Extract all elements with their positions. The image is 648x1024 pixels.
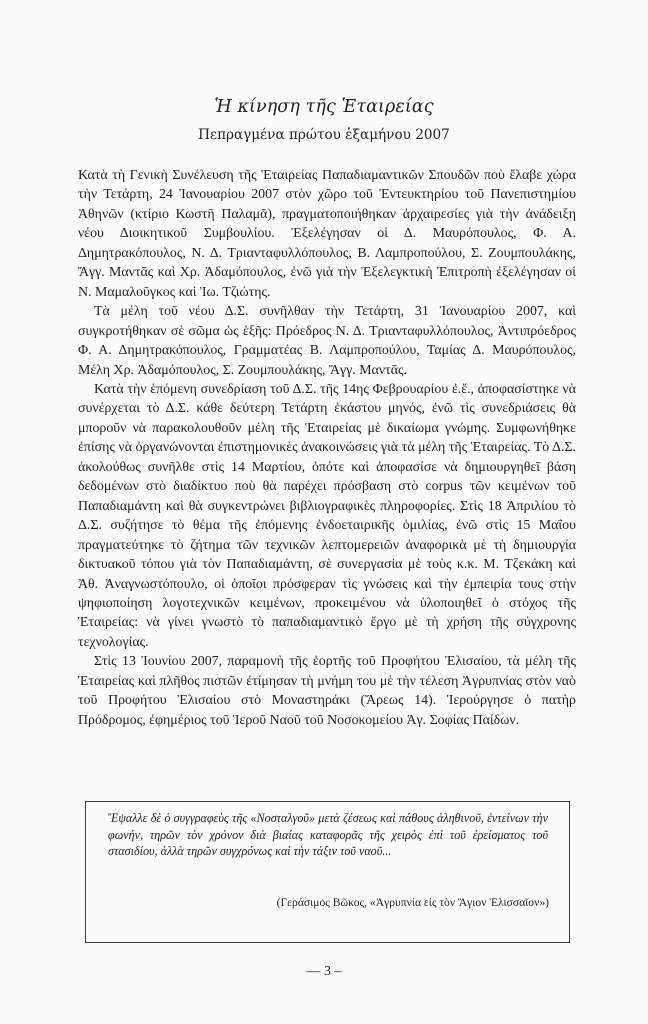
quote-source: (Γεράσιμος Βῶκος, «Ἀγρυπνία εἰς τὸν Ἅγιον Ἐλισσαῖον»): [276, 896, 549, 909]
page-subtitle: Πεπραγμένα πρώτου ἑξαμήνου 2007: [198, 127, 450, 143]
page-title: Ἡ κίνηση τῆς Ἑταιρείας: [214, 97, 434, 117]
article-body: [78, 166, 576, 730]
paragraph-2: Τὰ μέλη τοῦ νέου Δ.Σ. συνῆλθαν τὴν Τετάρτη, 31 Ἰανουαρίου 2007, καὶ συγκροτήθηκαν σὲ σῶμα ὡς ἑξῆς: Πρόεδρος Ν. Δ. Τριανταφυλλόπουλος, Ἀντιπρόεδρος Φ. Α. Δημητρακόπουλος, Γραμματέας Β. Λαμπροπούλου, Ταμίας Δ. Μαυρόπουλος, Μέλη Χρ. Ἀδαμόπουλος, Σ. Ζουμπουλάκης, Ἄγγ. Μαντᾶς.: [78, 304, 576, 378]
paragraph-3: Κατὰ τὴν ἑπόμενη συνεδρίαση τοῦ Δ.Σ. τῆς 14ης Φεβρουαρίου ἐ.ἔ., ἀποφασίστηκε νὰ συνέρχεται τὸ Δ.Σ. κάθε δεύτερη Τετάρτη ἑκάστου μηνός, ἐνῶ τὶς συνεδριάσεις θὰ μποροῦν νὰ παρακολουθοῦν μέλη τῆς Ἑταιρείας μὲ δικαίωμα γνώμης. Συμφωνήθηκε ἐπίσης νὰ ὀργανώνονται ἐπιστημονικὲς ἀνακοινώσεις γιὰ τὰ μέλη τῆς Ἑταιρείας. Τὸ Δ.Σ. ἀκολούθως συνῆλθε στὶς 14 Μαρτίου, ὁπότε καὶ ἀποφασίσε νὰ δημιουργηθεῖ βάση δεδομένων στὸ διαδίκτυο ποὺ θὰ παρέχει πρόσβαση στὸ corpus τῶν κειμένων τοῦ Παπαδιαμάντη καὶ θὰ συγκεντρώνει βιβλιογραφικὲς πληροφορίες. Στὶς 18 Ἀπριλίου τὸ Δ.Σ. συζήτησε τὸ θέμα τῆς ἑπόμενης ἐνδοεταιρικῆς ὁμιλίας, ἐνῶ στὶς 15 Μαΐου πραγματεύτηκε τὸ ζήτημα τῶν τεχνικῶν λεπτομερειῶν ἀναφορικὰ μὲ τὴ δημιουργία δικτυακοῦ τόπου γιὰ τὸν Παπαδιαμάντη, σὲ συνεργασία μὲ τοὺς κ.κ. Μ. Τζεκάκη καὶ Ἀθ. Ἀναγνωστόπουλο, οἱ ὁποῖοι πρόσφεραν τὶς γνώσεις καὶ τὴν ἐμπειρία τους στὴν ψηφιοποίηση λογοτεχνικῶν κειμένων, προκειμένου νὰ ὑλοποιηθεῖ ὁ στόχος τῆς Ἑταιρείας: νὰ γίνει γνωστὸ τὸ παπαδιαμαντικὸ ἔργο μὲ τὴ χρήση τῆς σύγχρονης τεχνολογίας.: [78, 381, 576, 650]
page-number: — 3 –: [306, 964, 342, 979]
quote-box: [85, 801, 570, 943]
paragraph-4: Στὶς 13 Ἰουνίου 2007, παραμονὴ τῆς ἑορτῆς τοῦ Προφήτου Ἐλισαίου, τὰ μέλη τῆς Ἑταιρείας καὶ πλῆθος πιστῶν ἐτίμησαν τὴ μνήμη του μὲ τὴν τέλεση Ἀγρυπνίας στὸν ναὸ τοῦ Προφήτου Ἐλισαίου στὸ Μοναστηράκι (Ἄρεως 14). Ἱερούργησε ὁ πατὴρ Πρόδρομος, ἐφημέριος τοῦ Ἱεροῦ Ναοῦ τοῦ Νοσοκομείου Ἁγ. Σοφίας Παίδων.: [78, 654, 576, 728]
quote-text: Ἔψαλλε δὲ ὁ συγγραφεὺς τῆς «Νοσταλγοῦ» μετὰ ζέσεως καὶ πάθους ἀληθινοῦ, ἐντείνων τὴν φωνήν, τηρῶν τὸν χρόνον διὰ βιαίας καταφορᾶς τῆς χειρὸς ἐπὶ τοῦ ἐρείσματος τοῦ στασιδίου, ἀλλὰ τηρῶν συγχρόνως καὶ τὴν τάξιν τοῦ ναοῦ...: [108, 811, 548, 858]
paragraph-1: Κατὰ τὴ Γενικὴ Συνέλευση τῆς Ἑταιρείας Παπαδιαμαντικῶν Σπουδῶν ποὺ ἔλαβε χώρα τὴν Τετάρτη, 24 Ἰανουαρίου 2007 στὸν χῶρο τοῦ Ἐντευκτηρίου τοῦ Πανεπιστημίου Ἀθηνῶν (κτίριο Κωστῆ Παλαμᾶ), πραγματοποιήθηκαν ἀρχαιρεσίες γιὰ τὴν ἀνάδειξη νέου Διοικητικοῦ Συμβουλίου. Ἐξελέγησαν οἱ Δ. Μαυρόπουλος, Φ. Α. Δημητρακόπουλος, Ν. Δ. Τριανταφυλλόπουλος, Β. Λαμπροπούλου, Σ. Ζουμπουλάκης, Ἄγγ. Μαντᾶς καὶ Χρ. Ἀδαμόπουλος, ἐνῶ γιὰ τὴν Ἐξελεγκτικὴ Ἐπιτροπὴ ἐξελέγησαν οἱ Ν. Μαμαλοῦγκος καὶ Ἰω. Τζιώτης.: [78, 168, 576, 300]
